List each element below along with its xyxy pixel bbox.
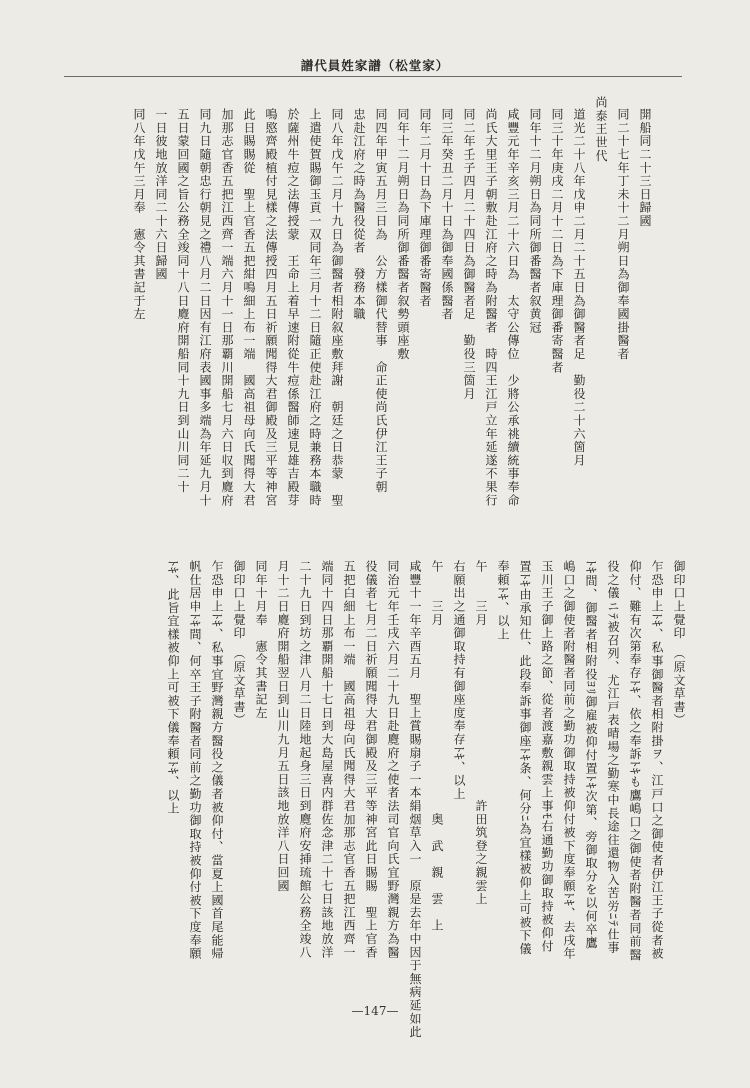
text-column: 帆仕居申ﾄｷ間、何卒王子附醫者同前之勤功御取持被仰付被下度奉願 (188, 560, 202, 961)
text-column: 一日彼地放洋同二十六日歸國 (154, 108, 168, 281)
text-column: ﾄｷ間、御醫者相附役ﾖﾘ御雇被仰付置ﾄｷ次第、旁御取分を以何卒鷹 (584, 560, 598, 950)
text-column: 同九日隨朝忠行朝見之禮八月二日因有江府表國事多端為年延九月十 (198, 108, 212, 507)
text-column: 月十二日麑府開船翌日到山川九月五日該地放洋八日回國 (276, 560, 290, 893)
text-column: 同三十年庚戌二月十二日為下庫理御番寄醫者 (550, 108, 564, 374)
text-column: 嶋口之御使者附醫者同前之勤功御取持被仰付被下度奉願ﾄｷ、去戌年 (562, 560, 576, 961)
text-column: 開船同二十三日歸國 (638, 108, 652, 228)
text-column: 五日蒙回國之旨公務全竣同十八日麑府開船同十九日到山川同二十 (176, 108, 190, 494)
text-column: 役儀者七月二日祈願聞得大君御殿及三平等神宮此日賜賜 聖上官香 (364, 560, 378, 959)
running-header: 譜代員姓家譜（松堂家） (300, 58, 450, 73)
text-column: 五把白細上布一端 國高祖母向氏聞得大君加那志官香五把江西齊一 (342, 560, 356, 959)
text-column: 尚氏大里王子朝敷赴江府之時為附醫者 時四王江戸立年延遂不果行 (484, 108, 498, 507)
text-column: 役之儀ニﾃ被召列、尤江戸表晴場之勤寒中長途往還物入苦労ﾆﾃ仕事 (606, 560, 620, 955)
text-column: 忠赴江府之時為醫役從者 發務本職 (352, 108, 366, 321)
text-column: 御印口上覺印 （原文草書） (672, 560, 686, 727)
text-column: 咸豐元年辛亥三月二十六日為 太守公傳位 少將公承祧續統事奉命 (506, 108, 520, 507)
text-column: 端同十四日那覇開船十七日到大島屋喜内群佐念津二十七日該地放洋 (320, 560, 334, 959)
text-column: 玉川王子御上路之節、從者渡嘉敷親雲上事ﾓ右通勤功御取持被仰付 (540, 560, 554, 953)
text-column: 乍恐申上ﾄｷ、私事宜野灣親方醫役之儀者被仰付、當夏上國首尾能帰 (210, 560, 224, 961)
text-column: 仰付、難有次第奉存ﾄｷ、依之奉訴ﾄｷも鷹嶋口之御使者附醫者同前醫 (628, 560, 642, 962)
text-column: 加那志官香五把江西齊一端六月十一日那覇川開船七月六日収到麑府 (220, 108, 234, 507)
text-column: 同年十二月朔日為同所御番醫者叙黄冠 (528, 108, 542, 335)
text-column: 午 三月 奥 武 親 雲 上 (430, 560, 444, 933)
text-column: 午 三月 許田筑登之親雲上 (474, 560, 488, 906)
text-column: 同年二月十日為下庫理御番寄醫者 (418, 108, 432, 308)
text-column: 乍恐申上ﾄｷ、私事御醫者相附掛ヲ、江戸口之御使者伊江王子從者被 (650, 560, 664, 961)
text-column: 道光二十八年戊申二月二十五日為御醫者足 勤役二十六箇月 (572, 108, 586, 468)
text-column: 此日賜賜從 聖上官香五把紺鳴細上布一端 國高祖母向氏聞得大君 (242, 108, 256, 507)
text-column: 同年十月奉 憲令其書記左 (254, 560, 268, 720)
page-number: —147— (351, 1004, 399, 1018)
text-column: 鳴愍齊殿植付見樣之法傳授四月五日祈願聞得大君御殿及三平等神宮 (264, 108, 278, 507)
text-column: 御印口上覺印 （原文草書） (232, 560, 246, 727)
text-column: 同四年甲寅五月三日為 公方樣御代替事 命正使尚氏伊江王子朝 (374, 108, 388, 494)
text-column: 同三年癸丑二月十日為御奉國係醫者 (440, 108, 454, 321)
text-column: 上遣使賀賜御玉貢一双同年三月十二日隨正使赴江府之時兼務本職時 (308, 108, 322, 507)
text-column: 於薩州牛痘之法傳授蒙 王命上着早速附從牛痘係醫師速見雄吉殿芽 (286, 108, 300, 507)
text-column: ﾄｷ、此旨宜樣被仰上可被下儀奉頼ﾄｷ、以上 (166, 560, 180, 816)
text-column: 置ﾄｷ由承知仕、此段奉訴事御座ﾄｷ条、何分ﾆ為宜樣被仰上可被下儀 (518, 560, 532, 956)
text-column: 同八年戊午三月奉 憲令其書記于左 (132, 108, 146, 321)
text-column: 同年十二月朔日為同所御番醫者叙勢頭座敷 (396, 108, 410, 361)
text-column: 尚泰王世代 (594, 96, 608, 163)
text-column: 同治元年壬戌六月二十九日赴麑府之使者法司官向氏宜野灣親方為醫 (386, 560, 400, 959)
text-column: 二十九日到坊之津八月二日陸地起身三日到麑府安挿琉館公務全竣八 (298, 560, 312, 959)
text-column: 同二年壬子四月二十四日為御醫者足 勤役三箇月 (462, 108, 476, 401)
text-column: 咸豐十一年辛酉五月 聖上賞賜扇子一本絹烟草入一 原是去年中因于無病延如此 (408, 560, 422, 1039)
text-column: 奉頼ﾄｷ、以上 (496, 560, 510, 642)
text-column: 右願出之通御取持有御座度奉存ﾄｷ、以上 (452, 560, 466, 801)
header-rule (64, 76, 682, 77)
text-column: 同八年戊午二月十九日為御醫者相附叙座敷拜謝 朝廷之日恭蒙 聖 (330, 108, 344, 507)
text-column: 同二十七年丁未十二月朔日為御奉國掛醫者 (616, 108, 630, 361)
